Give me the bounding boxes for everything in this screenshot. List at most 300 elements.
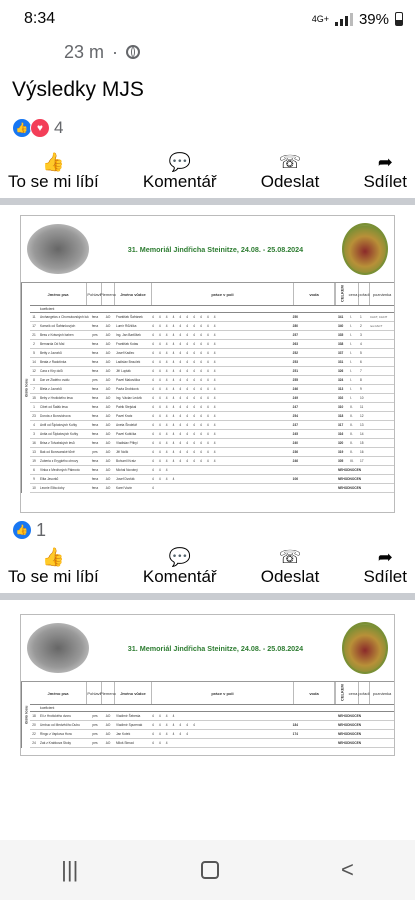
hdr-water: voda [294, 682, 335, 704]
row-handler: Lumír Růžička [116, 324, 137, 328]
row-handler: František Šafránek [116, 315, 143, 319]
row-lot-number: 14 [32, 360, 36, 364]
row-lot-number: 24 [32, 741, 36, 745]
row-handler: Vladimír Šebesta [116, 714, 141, 718]
row-field-total: 253 [292, 360, 298, 364]
row-rank: 11 [360, 405, 364, 409]
row-sex: fena [91, 369, 99, 373]
table-row [30, 367, 394, 376]
row-lot-number: 17 [32, 324, 36, 328]
row-breed: AO [105, 459, 111, 463]
row-lot-number: 22 [32, 732, 36, 736]
col-lot-number: číslo losu [21, 283, 30, 493]
status-icons [312, 11, 403, 28]
row-prize: II. [350, 432, 353, 436]
meta-separator: · [112, 41, 119, 62]
send-label: Odeslat [260, 567, 320, 586]
row-field-scores: 4 4 4 4 4 4 4 4 4 4 [152, 342, 218, 346]
table-row [30, 721, 394, 730]
like-reaction-icon: 👍 [12, 520, 32, 540]
row-sex: fena [91, 486, 99, 490]
table-row [30, 421, 394, 430]
row-field-scores: 4 4 4 4 4 4 [152, 732, 191, 736]
send-button[interactable] [261, 547, 320, 587]
row-field-scores: 4 4 4 4 4 4 4 4 4 4 [152, 360, 218, 364]
row-dog-name: Zuberia z Erygkého ohrovy [40, 459, 79, 463]
row-lot-number: 7 [33, 387, 35, 391]
dogs-logo [27, 224, 89, 274]
row-dog-name: Eli z Hrotického dvoru [40, 714, 72, 718]
row-rank: 6 [360, 360, 362, 364]
row-sex: pes [92, 741, 98, 745]
row-sex: fena [91, 396, 99, 400]
row-field-scores: 4 4 4 4 [152, 477, 177, 481]
row-breed: AO [105, 468, 111, 472]
row-field-total: 257 [292, 333, 298, 337]
row-sex: fena [91, 459, 99, 463]
table-body [30, 313, 394, 493]
row-lot-number: 21 [32, 333, 36, 337]
row-field-scores: 4 4 4 4 4 4 4 4 4 4 [152, 369, 218, 373]
hdr-dog-name: Jméno psa [30, 682, 87, 704]
second-post-actions [0, 541, 415, 587]
table-row [30, 457, 394, 466]
sheet-title: 31. Memoriál Jindřicha Steinitze, 24.08. - 25.08.2024 [127, 244, 304, 254]
row-breed: AO [105, 342, 111, 346]
hdr-water: voda [294, 283, 335, 305]
row-grand-total: 324 [338, 378, 344, 382]
row-dog-name: Kamzík od Šafránkových [40, 324, 76, 328]
hdr-prize: cena [348, 682, 359, 704]
hdr-rank: pořadí [359, 283, 370, 305]
share-button[interactable] [364, 152, 407, 192]
send-icon: ☏ [278, 547, 302, 567]
row-field-total: 249 [292, 396, 298, 400]
row-field-scores: 4 4 4 4 4 4 4 4 4 4 [152, 405, 218, 409]
row-field-total: 252 [292, 351, 298, 355]
row-field-scores: 4 4 4 4 4 4 4 4 4 4 [152, 450, 218, 454]
row-field-total: 251 [292, 369, 298, 373]
row-field-total: 245 [292, 432, 298, 436]
row-prize: I. [350, 333, 352, 337]
row-prize: II. [350, 441, 353, 445]
row-handler: Miloš Strnad [116, 741, 134, 745]
reactions-summary[interactable] [0, 114, 415, 142]
row-grand-total: NEHODNOCEN [338, 468, 362, 472]
home-button[interactable] [201, 861, 219, 879]
row-breed: AO [105, 333, 111, 337]
row-breed: AO [105, 315, 111, 319]
row-rank: 2 [360, 324, 362, 328]
row-handler: Vladimír Spurenak [116, 723, 143, 727]
row-sex: fena [91, 477, 99, 481]
table-row [30, 466, 394, 475]
table-row [30, 448, 394, 457]
hdr-note: poznámka [372, 291, 392, 297]
row-dog-name: Beby z Hrotického lesa [40, 396, 73, 400]
hdr-note: poznámka [372, 690, 392, 696]
row-handler: Vladislav Přibyl [116, 441, 138, 445]
love-reaction-icon: ♥ [30, 118, 50, 138]
hdr-dog-name: Jméno psa [30, 283, 87, 305]
row-prize: I. [350, 324, 352, 328]
like-icon: 👍 [42, 152, 65, 172]
row-rank: 16 [360, 450, 364, 454]
row-grand-total: NEHODNOCEN [338, 741, 362, 745]
row-rank: 4 [360, 342, 362, 346]
row-sex: pes [92, 333, 98, 337]
row-breed: AO [105, 387, 111, 391]
row-dog-name: Betty z Javorků [40, 351, 62, 355]
row-field-scores: 4 4 4 4 4 4 4 [152, 723, 198, 727]
row-dog-name: Bernarda Od Mal [40, 342, 65, 346]
row-lot-number: 18 [32, 714, 36, 718]
row-lot-number: 10 [32, 486, 36, 490]
row-handler: Ing. Jan Bartůšek [116, 333, 141, 337]
row-lot-number: 4 [33, 423, 35, 427]
battery-icon [395, 12, 403, 26]
row-grand-total: 326 [338, 369, 344, 373]
send-button[interactable] [261, 152, 320, 192]
row-field-total: 250 [292, 315, 298, 319]
row-handler: Pavel Kubička [116, 432, 137, 436]
table-header [30, 682, 394, 705]
like-label: To se mi líbí [8, 567, 99, 586]
row-sex: pes [92, 450, 98, 454]
signal-icon [335, 12, 353, 26]
row-dog-name: Vinka z Medívných Pábrovic [40, 468, 80, 472]
row-grand-total: 319 [338, 450, 344, 454]
table-row [30, 403, 394, 412]
row-field-scores: 4 4 4 4 4 4 4 4 4 4 [152, 333, 218, 337]
row-grand-total: 310 [338, 405, 344, 409]
row-handler: Bohumil Kratz [116, 459, 136, 463]
hdr-breed: Plemeno [102, 682, 115, 704]
row-rank: 7 [360, 369, 362, 373]
table-header [30, 283, 394, 306]
row-sex: fena [91, 324, 99, 328]
row-lot-number: 8 [33, 378, 35, 382]
row-field-total: 236 [292, 450, 298, 454]
row-grand-total: 331 [338, 360, 344, 364]
row-field-scores: 4 4 4 4 4 4 4 4 4 4 [152, 432, 218, 436]
row-lot-number: 15 [32, 396, 36, 400]
row-lot-number: 2 [33, 342, 35, 346]
comment-button[interactable] [143, 547, 217, 587]
row-sex: fena [91, 342, 99, 346]
row-field-scores: 4 4 4 4 4 4 4 4 4 4 [152, 423, 218, 427]
sheet-title: 31. Memoriál Jindřicha Steinitze, 24.08. - 25.08.2024 [127, 643, 304, 653]
share-icon: ➦ [377, 547, 393, 567]
row-lot-number: 9 [33, 477, 35, 481]
row-dog-name: Dar ze Zlatého oválu [40, 378, 70, 382]
row-dog-name: Cara z Kiry dolů [40, 369, 63, 373]
row-lot-number: 1 [33, 405, 35, 409]
row-breed: AO [105, 714, 111, 718]
row-lot-number: 6 [33, 468, 35, 472]
status-bar [0, 0, 415, 38]
dogs-logo [27, 623, 89, 673]
row-breed: AO [105, 369, 111, 373]
row-field-scores: 4 4 4 4 4 4 4 4 4 4 [152, 351, 218, 355]
like-button[interactable] [8, 152, 99, 192]
club-crest [342, 223, 388, 275]
hdr-total: CELKEM [335, 283, 348, 305]
row-breed: AO [105, 732, 111, 736]
row-rank: 13 [360, 423, 364, 427]
share-button[interactable] [364, 547, 407, 587]
hdr-handler: Jméno vůdce [115, 283, 152, 305]
table-row [30, 394, 394, 403]
row-breed: AO [105, 351, 111, 355]
row-grand-total: 320 [338, 441, 344, 445]
row-field-scores: 4 4 4 4 [152, 714, 177, 718]
row-rank: 15 [360, 441, 364, 445]
row-sex: pes [92, 378, 98, 382]
row-field-scores: 4 4 4 4 4 4 4 4 4 4 [152, 387, 218, 391]
row-grand-total: NEHODNOCEN [338, 486, 362, 490]
row-sex: pes [92, 723, 98, 727]
row-grand-total: NEHODNOCEN [338, 723, 362, 727]
row-field-scores: 4 4 4 4 4 4 4 4 4 4 [152, 378, 218, 382]
row-sex: pes [92, 714, 98, 718]
row-grand-total: 340 [338, 324, 344, 328]
send-icon: ☏ [278, 152, 302, 172]
row-breed: AO [105, 450, 111, 454]
row-sex: fena [91, 468, 99, 472]
row-handler: František Kotas [116, 342, 139, 346]
table-row [30, 340, 394, 349]
row-grand-total: 337 [338, 351, 344, 355]
coefficient-row: koeficient [30, 306, 394, 313]
row-lot-number: 12 [32, 369, 36, 373]
row-handler: Karel Vozin [116, 486, 133, 490]
hdr-total: CELKEM [335, 682, 348, 704]
comment-label: Komentář [142, 567, 217, 586]
table-row [30, 712, 394, 721]
post-time[interactable]: 23 m [64, 41, 105, 62]
globe-icon [126, 45, 140, 59]
row-handler: Aneta Šindelář [116, 423, 137, 427]
row-handler: Patrik Stejskal [116, 405, 137, 409]
row-field-total: 247 [292, 405, 298, 409]
row-breed: AO [105, 396, 111, 400]
row-breed: AO [105, 486, 111, 490]
row-note: res.CACT [370, 324, 383, 328]
row-lot-number: 20 [32, 723, 36, 727]
row-grand-total: 335 [338, 333, 344, 337]
row-sex: fena [91, 414, 99, 418]
row-dog-name: Archangelos z Chomutovských luk [40, 315, 89, 319]
reaction-count: 4 [54, 118, 64, 137]
row-breed: AO [105, 423, 111, 427]
row-handler: Pavel Makovička [116, 378, 140, 382]
table-row [30, 313, 394, 322]
row-grand-total: 305 [338, 459, 344, 463]
row-prize: I. [350, 387, 352, 391]
table-row [30, 439, 394, 448]
row-grand-total: NEHODNOCEN [338, 477, 362, 481]
row-grand-total: 302 [338, 396, 344, 400]
row-handler: Ing. Václav Ledvik [116, 396, 142, 400]
row-field-scores: 4 4 4 [152, 741, 170, 745]
row-breed: AO [105, 741, 111, 745]
row-prize: I. [350, 369, 352, 373]
row-field-total: 254 [292, 414, 298, 418]
table-body [30, 712, 394, 748]
row-sex: fena [91, 432, 99, 436]
row-handler: Michal Novotný [116, 468, 138, 472]
coefficient-row: koeficient [30, 705, 394, 712]
row-sex: fena [91, 360, 99, 364]
like-button[interactable] [8, 547, 99, 587]
table-row [30, 739, 394, 748]
table-row [30, 385, 394, 394]
row-dog-name: Zak z Krabkova Stoky [40, 741, 72, 745]
row-handler: Josef Kadlec [116, 351, 135, 355]
results-sheet-image-1[interactable] [20, 215, 395, 513]
back-button[interactable]: < [340, 857, 354, 882]
row-grand-total: NEHODNOCEN [338, 714, 362, 718]
second-reactions[interactable] [0, 513, 415, 541]
row-field-total: 263 [292, 342, 298, 346]
row-grand-total: 318 [338, 414, 344, 418]
row-lot-number: 3 [33, 432, 35, 436]
row-breed: AO [105, 405, 111, 409]
row-dog-name: Beata z Radotínka [40, 360, 67, 364]
row-field-scores: 4 4 4 4 4 4 4 4 4 4 [152, 414, 218, 418]
table-row [30, 322, 394, 331]
row-breed: AO [105, 378, 111, 382]
hdr-field-work: práce v poli [152, 283, 294, 305]
row-field-total: 184 [292, 723, 298, 727]
row-note: CACT, CACIT [370, 315, 388, 319]
post-meta [0, 40, 415, 64]
row-dog-name: Elita Javorků [40, 477, 59, 481]
row-dog-name: Bess z Krásných bahen [40, 333, 74, 337]
row-prize: II. [350, 414, 353, 418]
results-sheet-image-2[interactable] [20, 614, 395, 756]
row-rank: 1 [360, 315, 362, 319]
row-field-total: 240 [292, 441, 298, 445]
row-prize: I. [350, 378, 352, 382]
row-field-scores: 4 [152, 486, 156, 490]
row-field-total: 280 [292, 324, 298, 328]
row-dog-name: Leonie Elita doby [40, 486, 65, 490]
row-field-scores: 4 4 4 4 4 4 4 4 4 4 [152, 324, 218, 328]
row-lot-number: 13 [32, 450, 36, 454]
row-prize: II. [350, 450, 353, 454]
results-table [21, 283, 394, 493]
row-rank: 17 [360, 459, 364, 463]
row-dog-name: Anifi od Šíplatových Kuřky [40, 423, 78, 427]
row-breed: AO [105, 414, 111, 418]
table-row [30, 412, 394, 421]
post-actions [0, 142, 415, 192]
row-prize: II. [350, 405, 353, 409]
row-dog-name: Dorota z Borovichova [40, 414, 71, 418]
row-breed: AO [105, 432, 111, 436]
row-field-scores: 4 4 4 4 4 4 4 4 4 4 [152, 315, 218, 319]
post-text: Výsledky MJS [12, 78, 144, 101]
row-handler: Pavel Kratz [116, 414, 133, 418]
hdr-sex: Pohlaví [87, 283, 102, 305]
row-field-total: 106 [292, 477, 298, 481]
table-row [30, 331, 394, 340]
system-nav-bar [0, 840, 415, 900]
table-row [30, 475, 394, 484]
row-dog-name: Bak od Borovanské tůně [40, 450, 75, 454]
comment-label: Komentář [142, 172, 217, 191]
sheet-header [21, 216, 394, 283]
row-dog-name: Anita od Šíplatových Kuřky [40, 432, 79, 436]
table-row [30, 484, 394, 493]
row-prize: I. [350, 360, 352, 364]
row-handler: Jan Kotek [116, 732, 131, 736]
network-indicator: 4G+ [311, 13, 329, 24]
share-icon: ➦ [377, 152, 393, 172]
recent-apps-button[interactable]: ||| [61, 857, 79, 882]
row-grand-total: 317 [338, 423, 344, 427]
col-lot-number: číslo losu [21, 682, 30, 748]
hdr-prize: cena [348, 283, 359, 305]
row-lot-number: 19 [32, 459, 36, 463]
row-breed: AO [105, 324, 111, 328]
post-divider [0, 198, 415, 205]
row-rank: 5 [360, 351, 362, 355]
row-dog-name: Cibet od Šafák lesa [40, 405, 68, 409]
row-lot-number: 11 [32, 315, 36, 319]
hdr-rank: pořadí [359, 682, 370, 704]
row-dog-name: Bleta z Javorků [40, 387, 62, 391]
second-reaction-count: 1 [36, 519, 47, 540]
table-row [30, 358, 394, 367]
row-sex: fena [91, 405, 99, 409]
row-field-total: 237 [292, 423, 298, 427]
row-handler: Josef Dvořák [116, 477, 135, 481]
like-label: To se mi líbí [8, 172, 99, 191]
row-field-total: 255 [292, 378, 298, 382]
hdr-breed: Plemeno [102, 283, 115, 305]
row-rank: 12 [360, 414, 364, 418]
row-dog-name: Brisa z Tolvabských lesů [40, 441, 75, 445]
table-row [30, 376, 394, 385]
row-prize: III. [350, 459, 354, 463]
row-lot-number: 23 [32, 414, 36, 418]
hdr-sex: Pohlaví [87, 682, 102, 704]
hdr-handler: Jméno vůdce [115, 682, 152, 704]
status-time: 8:34 [24, 10, 56, 27]
row-rank: 3 [360, 333, 362, 337]
row-breed: AO [105, 477, 111, 481]
row-lot-number: 16 [32, 441, 36, 445]
row-prize: I. [350, 351, 352, 355]
row-grand-total: NEHODNOCEN [338, 732, 362, 736]
club-crest [342, 622, 388, 674]
row-grand-total: 341 [338, 315, 344, 319]
row-handler: Pavla Drobková [116, 387, 139, 391]
comment-button[interactable] [143, 152, 217, 192]
like-icon: 👍 [42, 547, 65, 567]
battery-level: 39% [358, 10, 389, 28]
row-breed: AO [105, 441, 111, 445]
row-sex: fena [91, 423, 99, 427]
row-field-total: 246 [292, 459, 298, 463]
table-row [30, 430, 394, 439]
row-handler: Ladislav Brouček [116, 360, 141, 364]
row-rank: 9 [360, 387, 362, 391]
row-sex: fena [91, 441, 99, 445]
